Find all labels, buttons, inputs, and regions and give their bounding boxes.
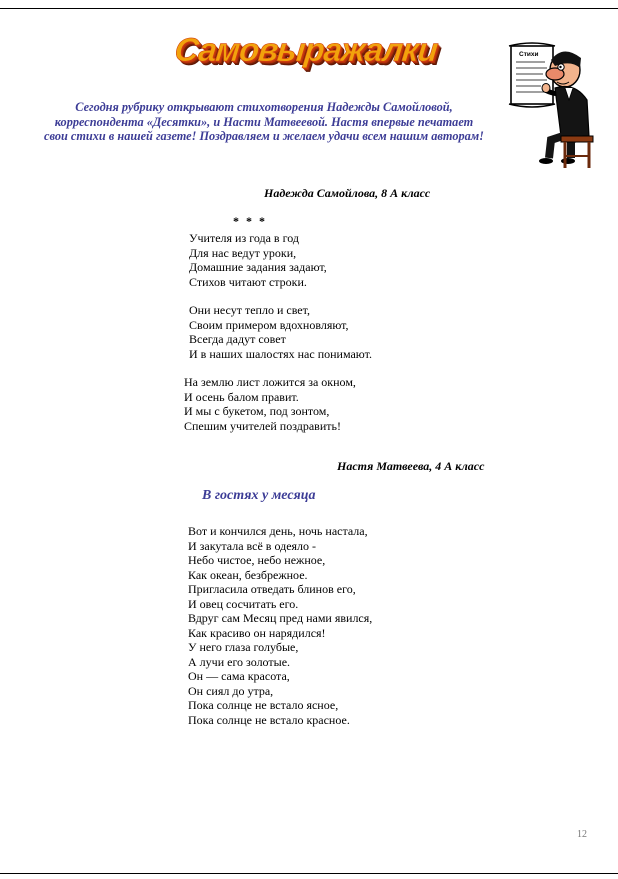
poem-line: Всегда дадут совет — [189, 332, 286, 346]
scroll-title: Стихи — [519, 51, 539, 58]
poem-line: Вот и кончился день, ночь настала, — [188, 524, 368, 538]
intro-paragraph — [28, 100, 500, 144]
illustration-svg — [505, 40, 600, 172]
poem2-author: Настя Матвеева, 4 А класс — [337, 459, 485, 473]
poem-line: Пока солнце не встало ясное, — [188, 698, 339, 712]
poem-line: Как океан, безбрежное. — [188, 567, 308, 582]
intro-line: Сегодня рубрику открывают стихотворения Надежды Самойловой, — [75, 100, 453, 114]
poem-line: Домашние задания задают, — [189, 260, 327, 274]
poem-line: У него глаза голубые, — [188, 640, 299, 654]
poem-line: Учителя из года в год — [189, 231, 299, 245]
poem-line: Он сиял до утра, — [188, 683, 274, 698]
intro-line: корреспондента «Десятки», и Насти Матвеевой. Настя впервые печатает — [54, 114, 474, 129]
intro-line: свои стихи в нашей газете! Поздравляем и желаем удачи всем нашим авторам! — [44, 129, 484, 143]
poem2-title: В гостях у месяца — [202, 488, 316, 503]
top-rule — [0, 8, 618, 9]
page-number: 12 — [577, 829, 587, 840]
poem-line: И закутала всё в одеяло - — [188, 538, 317, 553]
poem-line: Как красиво он нарядился! — [188, 625, 326, 640]
poem-line: И мы с букетом, под зонтом, — [184, 404, 330, 418]
poem-line: И овец сосчитать его. — [188, 596, 299, 611]
poem-line: И осень балом правит. — [184, 389, 299, 404]
poem-line: Они несут тепло и свет, — [189, 303, 310, 317]
poem-line: А лучи его золотые. — [188, 654, 291, 669]
poem-line: Пригласила отведать блинов его, — [188, 582, 356, 596]
poem-line: Вдруг сам Месяц пред нами явился, — [188, 611, 373, 625]
poem1-author: Надежда Самойлова, 8 А класс — [264, 186, 431, 200]
poem2-body — [188, 524, 372, 727]
poem-line: Своим примером вдохновляют, — [189, 317, 349, 332]
poem-line: На землю лист ложится за окном, — [184, 375, 356, 389]
poem-line: Пока солнце не встало красное. — [188, 712, 350, 727]
banner-title: Самовыражалки — [173, 31, 440, 68]
poem-line: Он — сама красота, — [188, 669, 290, 683]
poem1-stanza-3 — [184, 375, 356, 433]
poem1-stanza-1 — [189, 231, 327, 289]
poem1-stanza-2 — [189, 303, 372, 361]
poem-line: Спешим учителей поздравить! — [184, 418, 341, 433]
rubric-banner — [168, 28, 444, 72]
poem-line: Стихов читают строки. — [189, 274, 307, 289]
man-reading-scroll-icon — [505, 40, 600, 172]
poem-line: Для нас ведут уроки, — [189, 245, 297, 260]
poem1-stars: * * * — [233, 214, 267, 228]
bottom-rule — [0, 873, 618, 874]
poem-line: И в наших шалостях нас понимают. — [189, 346, 372, 361]
poem-line: Небо чистое, небо нежное, — [188, 553, 326, 567]
